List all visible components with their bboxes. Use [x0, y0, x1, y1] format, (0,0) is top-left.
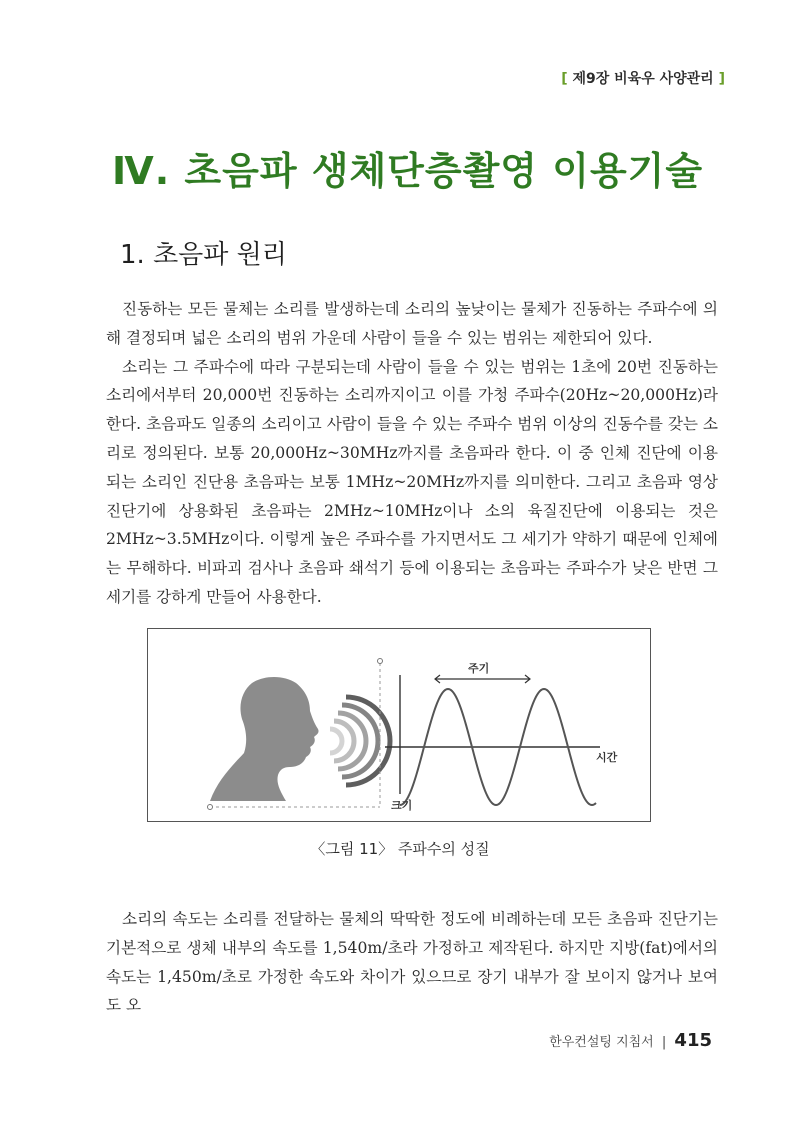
paragraph: 소리의 속도는 소리를 전달하는 물체의 딱딱한 정도에 비례하는데 모든 초음파 진단기는 기본적으로 생체 내부의 속도를 1,540m/초라 가정하고 제작된다. 하지만 지방(fat)에서의 속도는 1,450m/초로 가정한 속도와 차이가 있으므로 장기 내부가 잘 보이지 않거나 보여도 오 — [106, 910, 718, 1015]
period-label: 주기 — [468, 662, 490, 675]
footer-separator: | — [661, 1035, 667, 1050]
page-header — [561, 68, 725, 88]
page-footer — [549, 1030, 712, 1051]
frequency-diagram — [148, 629, 650, 821]
section-title: 1. 초음파 원리 — [120, 240, 287, 270]
time-label: 시간 — [596, 751, 618, 764]
figure-caption: 〈그림 11〉 주파수의 성질 — [310, 840, 490, 858]
sound-wave-icon — [330, 697, 390, 785]
paragraph: 진동하는 모든 물체는 소리를 발생하는데 소리의 높낮이는 물체가 진동하는 주파수에 의해 결정되며 넓은 소리의 범위 가운데 사람이 들을 수 있는 범위는 제한되어 있다. — [106, 300, 718, 347]
frequency-figure — [147, 628, 651, 822]
header-text: 제9장 비육우 사양관리 — [572, 71, 714, 87]
header-bracket-open: [ — [561, 71, 568, 87]
head-silhouette-icon — [210, 677, 319, 801]
page-number: 415 — [674, 1030, 712, 1051]
paragraph: 소리는 그 주파수에 따라 구분되는데 사람이 들을 수 있는 범위는 1초에 20번 진동하는 소리에서부터 20,000번 진동하는 소리까지이고 이를 가청 주파수(20Hz~20,000Hz)라 한다. 초음파도 일종의 소리이고 사람이 들을 수 있는 주파수 범위 이상의 진동수를 갖는 소리로 정의된다. 보통 20,000Hz~30MHz까지를 초음파라 한다. 이 중 인체 진단에 이용되는 소리인 진단용 초음파는 보통 1MHz~20MHz까지를 의미한다. 그리고 초음파 영상 진단기에 상용화된 초음파는 2MHz~10MHz이나 소의 육질진단에 이용되는 것은 2MHz~3.5MHz이다. 이렇게 높은 주파수를 가지면서도 그 세기가 약하기 때문에 인체에는 무해하다. 비파괴 검사나 초음파 쇄석기 등에 이용되는 초음파는 주파수가 낮은 반면 그 세기를 강하게 만들어 사용한다. — [106, 357, 718, 606]
footer-publisher: 한우컨설팅 지침서 — [549, 1035, 654, 1050]
guide-point-top — [378, 659, 383, 664]
header-bracket-close: ] — [718, 71, 725, 87]
body-text-bottom — [106, 905, 718, 1020]
body-text-top — [106, 295, 718, 612]
guide-point-left — [208, 805, 213, 810]
amplitude-label: 크기 — [391, 799, 413, 812]
chapter-title: Ⅳ. 초음파 생체단층촬영 이용기술 — [112, 149, 704, 193]
